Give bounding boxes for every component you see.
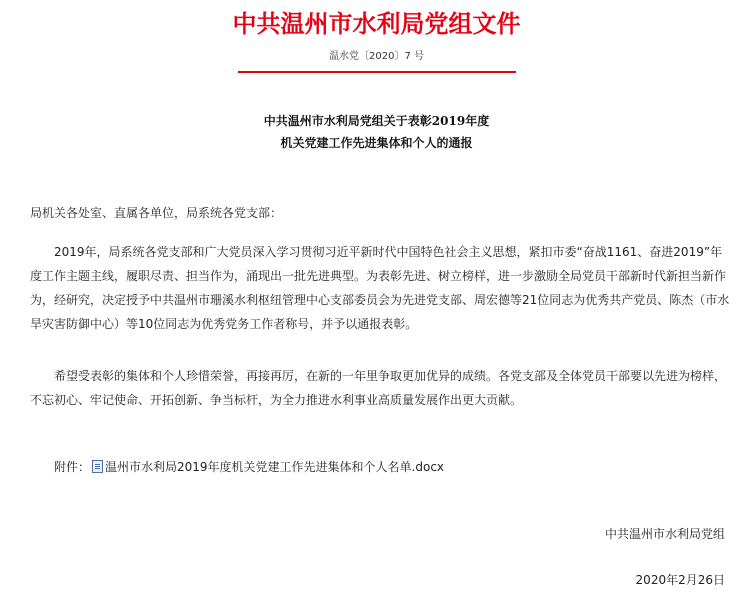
notice-title	[0, 110, 753, 154]
word-document-icon[interactable]	[92, 460, 103, 473]
signature: 中共温州市水利局党组	[604, 527, 725, 541]
notice-title-line1: 中共温州市水利局党组关于表彰2019年度	[263, 114, 490, 128]
document-date: 2020年2月26日	[635, 573, 725, 587]
header-red-rule	[238, 71, 516, 73]
salutation: 局机关各处室、直属各单位，局系统各党支部：	[30, 206, 283, 220]
document-header-title: 中共温州市水利局党组文件	[232, 9, 521, 38]
attachment-label: 附件：	[54, 460, 91, 474]
body-paragraph-2: 希望受表彰的集体和个人珍惜荣誉，再接再厉，在新的一年里争取更加优异的成绩。各党支部及全体党员干部要以先进为榜样，不忘初心、牢记使命、开拓创新、争当标杆，为全力推进水利事业高质量发展作出更大贡献。	[30, 369, 727, 407]
attachment-link[interactable]: 温州市水利局2019年度机关党建工作先进集体和个人名单.docx	[105, 460, 445, 474]
notice-title-line2: 机关党建工作先进集体和个人的通报	[280, 136, 473, 150]
document-number: 温水党〔2020〕7 号	[329, 51, 424, 62]
document-header	[0, 0, 753, 80]
attachment-row	[54, 458, 444, 475]
body-paragraph-1: 2019年，局系统各党支部和广大党员深入学习贯彻习近平新时代中国特色社会主义思想，紧扣市委“奋战1161、奋进2019”年度工作主题主线，履职尽责、担当作为，涌现出一批先进典型。为表彰先进、树立榜样，进一步激励全局党员干部新时代新担当新作为，经研究，决定授予中共温州市珊溪水利枢纽管理中心支部委员会为先进党支部、周宏德等21位同志为优秀共产党员、陈杰（市水旱灾害防御中心）等10位同志为优秀党务工作者称号，并予以通报表彰。	[30, 245, 730, 331]
